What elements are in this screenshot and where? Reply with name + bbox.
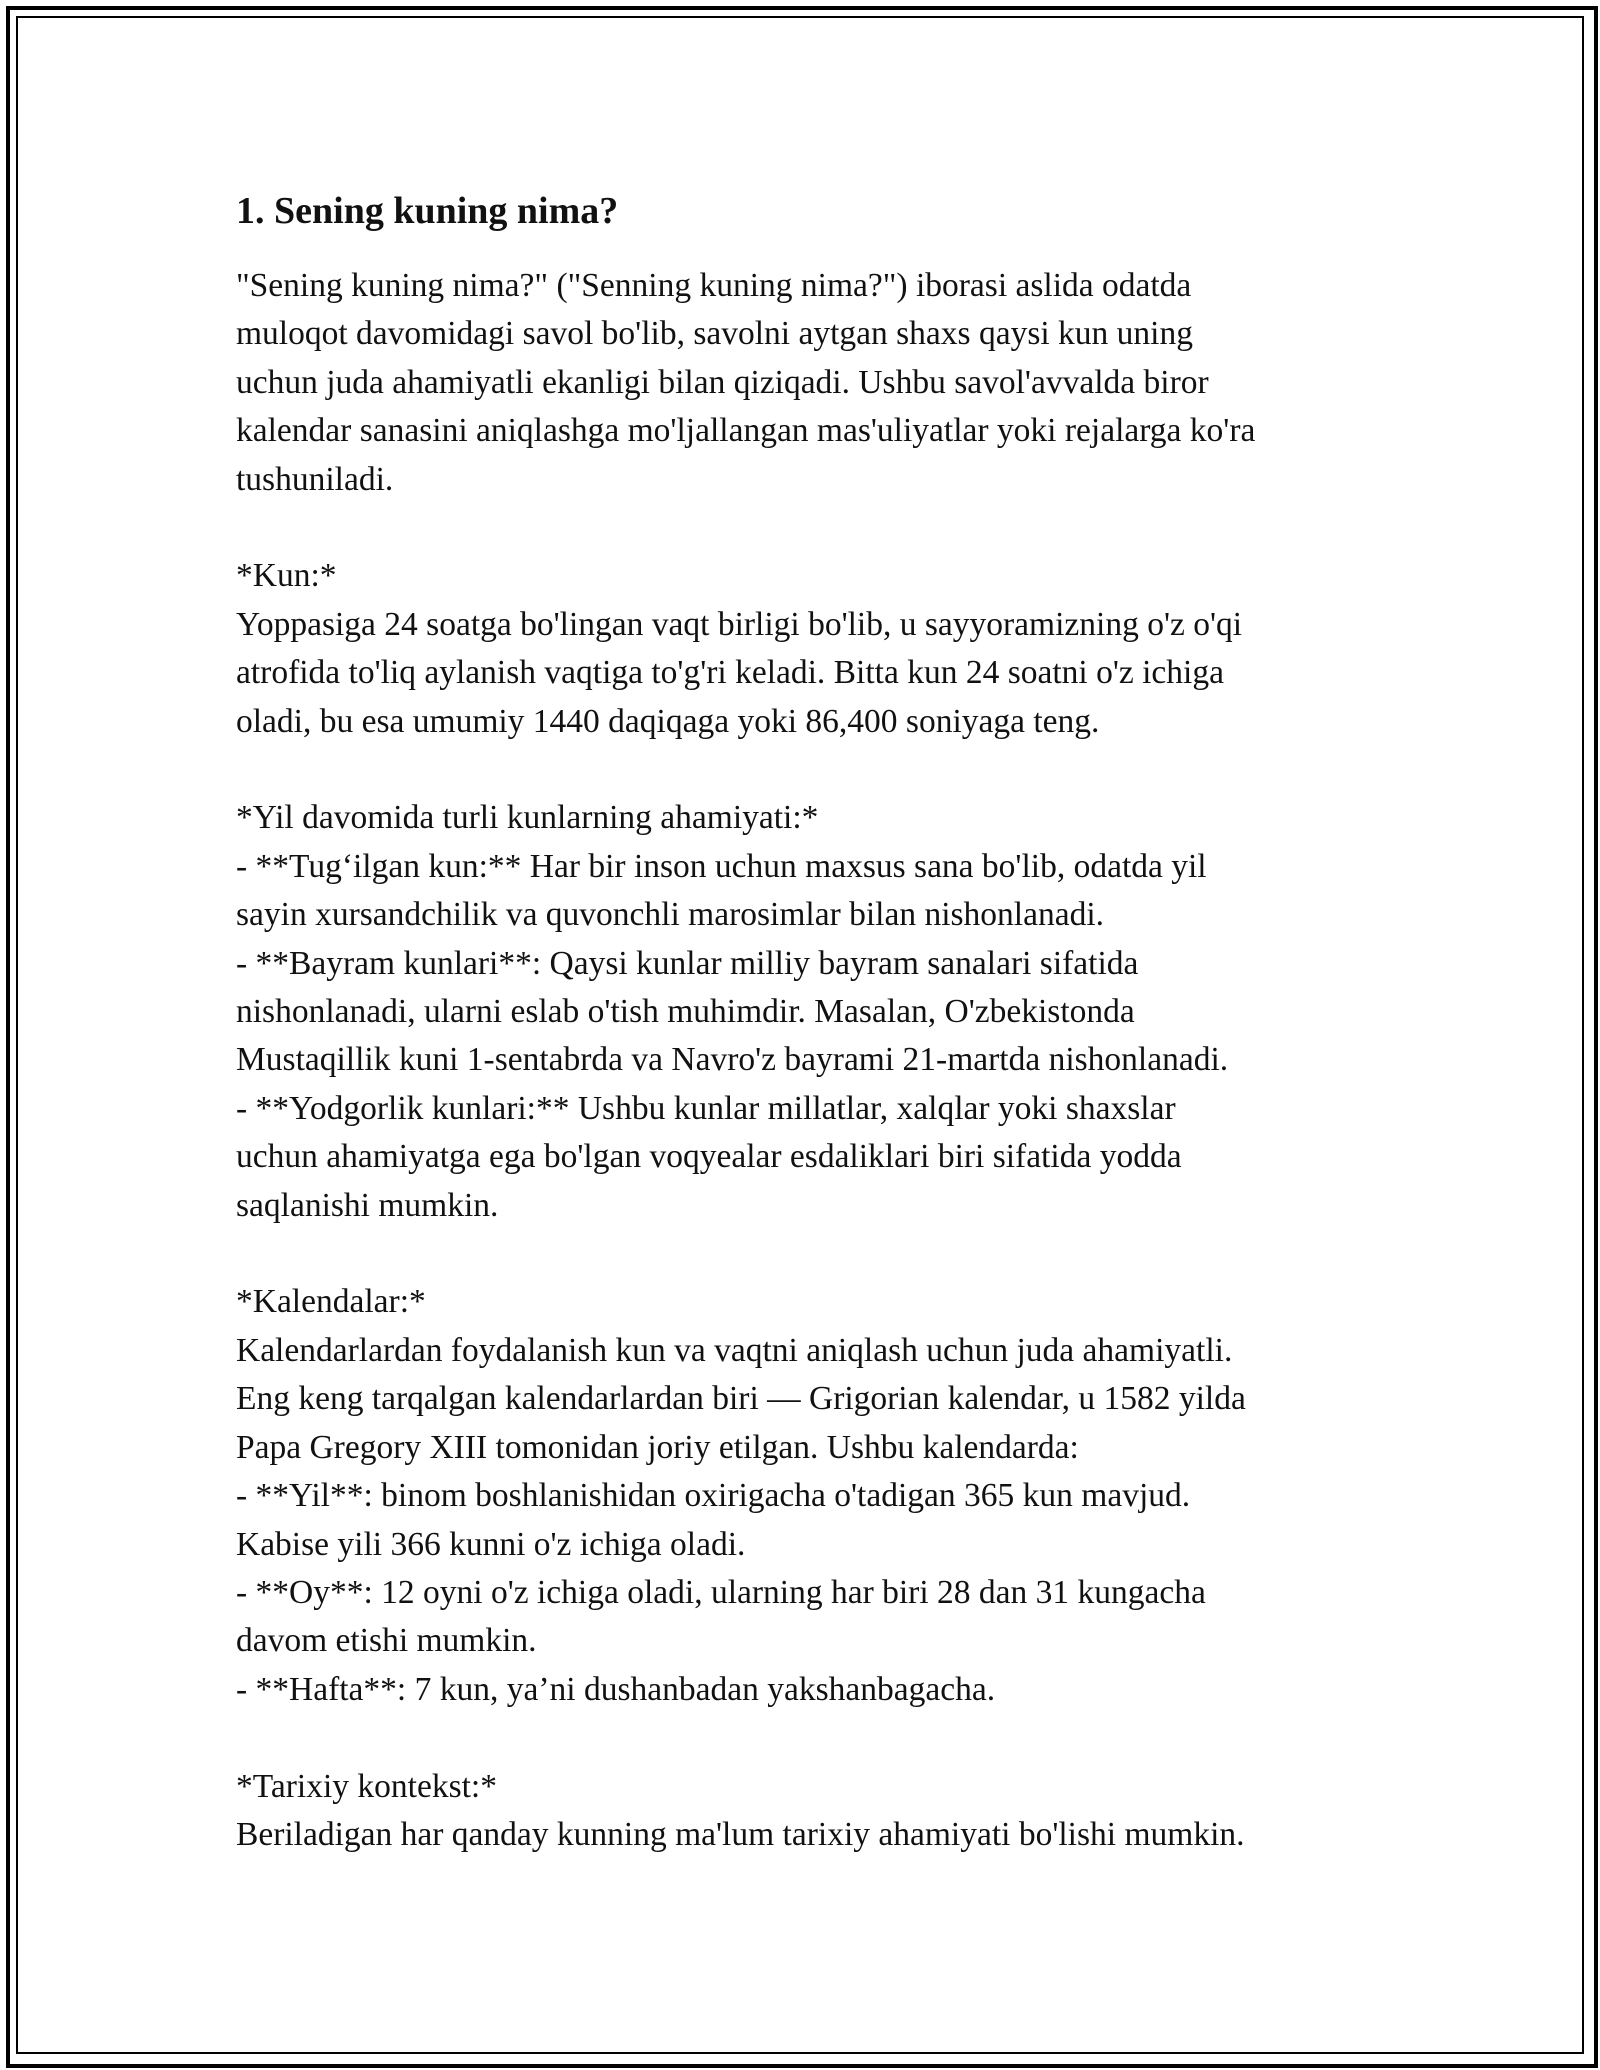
section-yil-ahamiyati [236,794,1376,1230]
text-line: nishonlanadi, ularni eslab o'tish muhimdir. Masalan, O'zbekistonda [236,993,1135,1031]
list-item-line: - **Yodgorlik kunlari:** Ushbu kunlar millatlar, xalqlar yoki shaxslar [236,1089,1176,1127]
section-tarixiy [236,1763,1376,1860]
section-kalendalar [236,1278,1376,1714]
intro-paragraph [236,262,1376,504]
section-heading: *Kun:* [236,557,337,595]
text-line: Beriladigan har qanday kunning ma'lum tarixiy ahamiyati bo'lishi mumkin. [236,1815,1245,1853]
text-line: Yoppasiga 24 soatga bo'lingan vaqt birligi bo'lib, u sayyoramizning o'z o'qi [236,605,1243,643]
section-heading: *Tarixiy kontekst:* [236,1767,497,1805]
text-line: saqlanishi mumkin. [236,1186,499,1224]
text-line: Papa Gregory XIII tomonidan joriy etilgan. Ushbu kalendarda: [236,1428,1079,1466]
section-heading: *Kalendalar:* [236,1283,426,1321]
list-item-line: - **Bayram kunlari**: Qaysi kunlar milliy bayram sanalari sifatida [236,944,1139,982]
list-item-line: - **Hafta**: 7 kun, ya’ni dushanbadan yakshanbagacha. [236,1670,996,1708]
document-title: 1. Sening kuning nima? [236,190,619,232]
paragraph-gap [236,504,1376,552]
document-body [236,188,1376,1859]
text-line: Mustaqillik kuni 1-sentabrda va Navro'z bayrami 21-martda nishonlanadi. [236,1041,1229,1079]
paragraph-gap [236,746,1376,794]
text-line: oladi, bu esa umumiy 1440 daqiqaga yoki 86,400 soniyaga teng. [236,702,1100,740]
text-line: davom etishi mumkin. [236,1622,537,1660]
paragraph-gap [236,1714,1376,1762]
text-line: sayin xursandchilik va quvonchli marosimlar bilan nishonlanadi. [236,896,1105,934]
text-line: Kalendarlardan foydalanish kun va vaqtni aniqlash uchun juda ahamiyatli. [236,1331,1233,1369]
list-item-line: - **Yil**: binom boshlanishidan oxirigacha o'tadigan 365 kun mavjud. [236,1477,1191,1515]
text-line: uchun juda ahamiyatli ekanligi bilan qiziqadi. Ushbu savol'avvalda biror [236,363,1209,401]
text-line: Kabise yili 366 kunni o'z ichiga oladi. [236,1525,746,1563]
section-heading: *Yil davomida turli kunlarning ahamiyati:* [236,799,819,837]
text-line: muloqot davomidagi savol bo'lib, savolni aytgan shaxs qaysi kun uning [236,315,1193,353]
text-line: kalendar sanasini aniqlashga mo'ljallangan mas'uliyatlar yoki rejalarga ko'ra [236,412,1256,450]
text-line: Eng keng tarqalgan kalendarlardan biri — Grigorian kalendar, u 1582 yilda [236,1380,1246,1418]
list-item-line: - **Tug‘ilgan kun:** Har bir inson uchun maxsus sana bo'lib, odatda yil [236,847,1207,885]
section-kun [236,552,1376,746]
text-line: "Sening kuning nima?" ("Senning kuning nima?") iborasi aslida odatda [236,267,1192,304]
text-line: atrofida to'liq aylanish vaqtiga to'g'ri keladi. Bitta kun 24 soatni o'z ichiga [236,654,1224,692]
text-line: uchun ahamiyatga ega bo'lgan voqyealar esdaliklari biri sifatida yodda [236,1138,1182,1176]
list-item-line: - **Oy**: 12 oyni o'z ichiga oladi, ularning har biri 28 dan 31 kungacha [236,1573,1206,1611]
text-line: tushuniladi. [236,460,394,498]
paragraph-gap [236,1230,1376,1278]
